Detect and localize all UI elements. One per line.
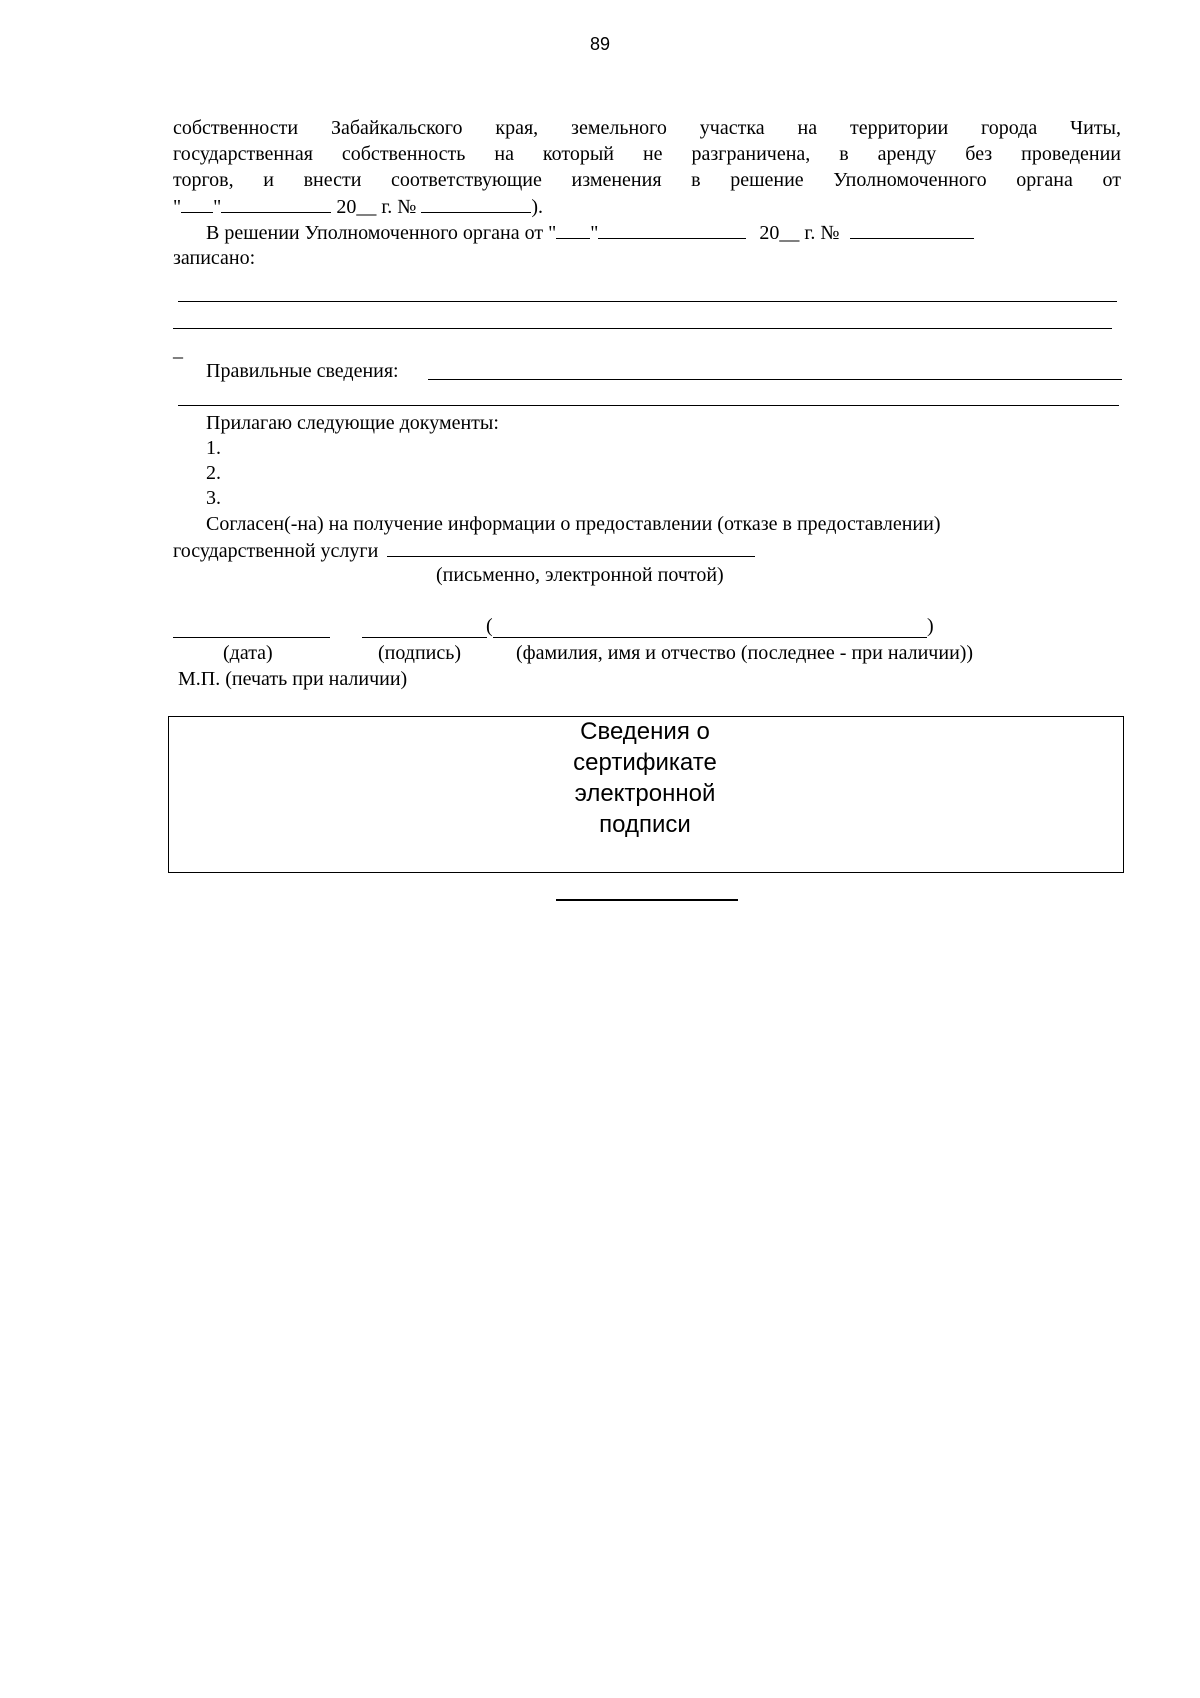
decision-line bbox=[206, 220, 974, 246]
consent-hint: (письменно, электронной почтой) bbox=[436, 564, 724, 586]
attachment-item-2: 2. bbox=[206, 462, 221, 484]
stray-dash: _ bbox=[173, 339, 183, 361]
date-caption: (дата) bbox=[223, 642, 273, 664]
attachment-item-1: 1. bbox=[206, 437, 221, 459]
consent-line-1: Согласен(-на) на получение информации о предоставлении (отказе в предоставлении) bbox=[206, 513, 941, 535]
day-blank bbox=[181, 194, 213, 213]
quote-open: " bbox=[173, 196, 182, 218]
decision-lead: В решении Уполномоченного органа от " bbox=[206, 222, 557, 244]
paragraph-1-end: ). bbox=[531, 196, 544, 218]
paragraph-1-line-4 bbox=[173, 194, 543, 220]
name-close-paren: ) bbox=[927, 615, 934, 637]
name-caption: (фамилия, имя и отчество (последнее - при наличии)) bbox=[516, 642, 974, 664]
attachment-item-3: 3. bbox=[206, 487, 221, 509]
signature-caption: (подпись) bbox=[378, 642, 462, 664]
paragraph-1-line-3: торгов, и внести соответствующие изменения в решение Уполномоченного органа от bbox=[173, 169, 1121, 191]
correct-info-label: Правильные сведения: bbox=[206, 360, 399, 382]
decision-year-label: 20__ г. № bbox=[759, 222, 840, 244]
stamp-caption: М.П. (печать при наличии) bbox=[178, 668, 408, 690]
page-number: 89 bbox=[589, 34, 611, 54]
decision-quote-close: " bbox=[590, 222, 599, 244]
correct-info-rule-2 bbox=[178, 405, 1119, 406]
date-blank bbox=[173, 637, 330, 638]
consent-method-blank bbox=[387, 538, 755, 557]
written-rule-2 bbox=[173, 328, 1112, 329]
quote-close: " bbox=[213, 196, 222, 218]
year-number-label: 20__ г. № bbox=[331, 196, 417, 218]
month-blank bbox=[221, 194, 331, 213]
certificate-box-title: Сведения о сертификате электронной подписи bbox=[573, 718, 717, 838]
correct-info-rule bbox=[428, 379, 1122, 380]
closing-separator bbox=[556, 899, 738, 901]
consent-service-label: государственной услуги bbox=[173, 540, 379, 562]
consent-line-2 bbox=[173, 538, 755, 564]
decision-month-blank bbox=[598, 220, 746, 239]
written-rule-1 bbox=[178, 301, 1117, 302]
name-blank bbox=[493, 637, 927, 638]
signature-blank bbox=[362, 637, 487, 638]
paragraph-1-line-2: государственная собственность на который не разграничена, в аренду без проведении bbox=[173, 143, 1121, 165]
decision-number-blank bbox=[850, 220, 974, 239]
number-blank bbox=[421, 194, 531, 213]
attachments-heading: Прилагаю следующие документы: bbox=[206, 412, 499, 434]
written-label: записано: bbox=[173, 247, 256, 269]
decision-day-blank bbox=[556, 220, 590, 239]
paragraph-1-line-1: собственности Забайкальского края, земельного участка на территории города Читы, bbox=[173, 117, 1121, 139]
name-open-paren: ( bbox=[486, 615, 493, 637]
